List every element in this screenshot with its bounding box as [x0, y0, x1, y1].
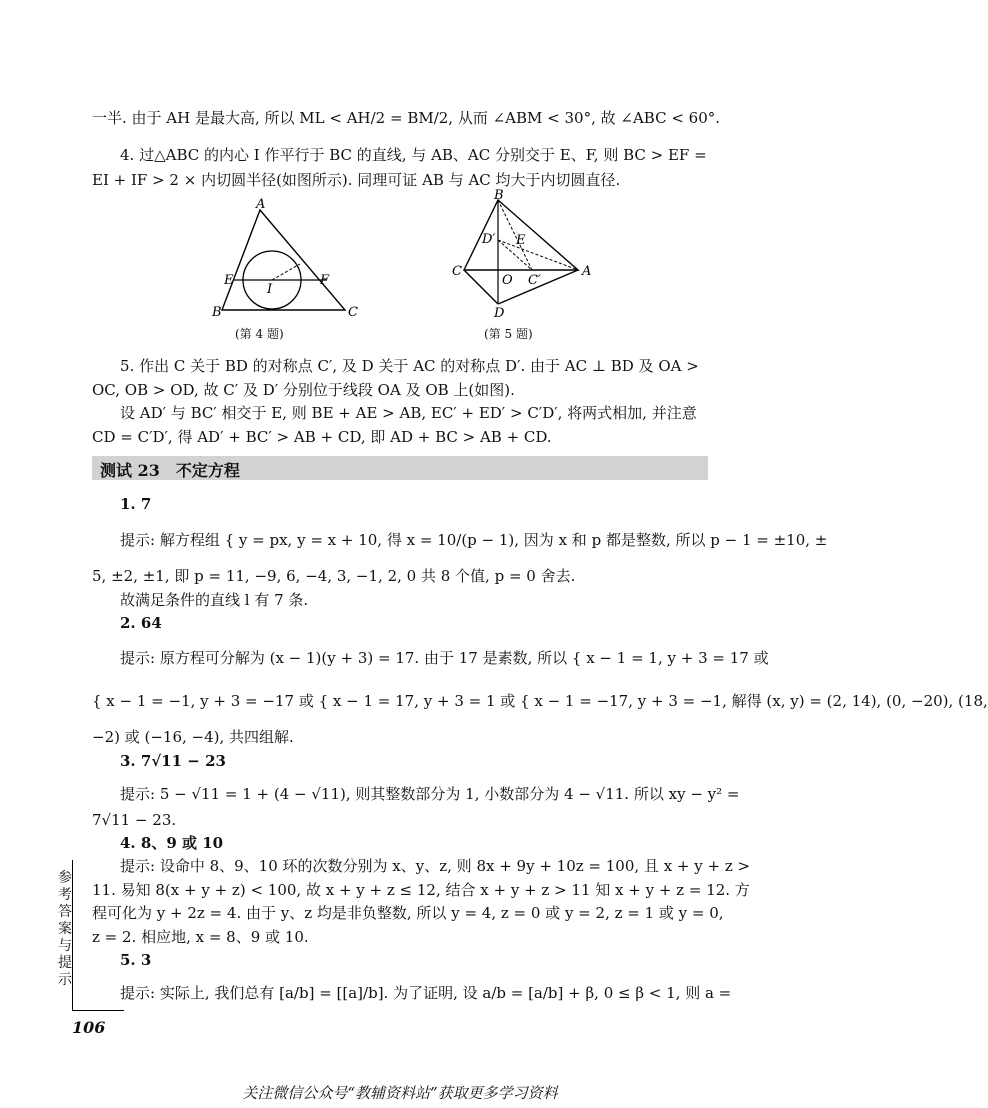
text-line: EI + IF > 2 × 内切圆半径(如图所示). 同理可证 AB 与 AC 均大于内切圆直径.	[92, 171, 621, 189]
label-A: A	[256, 197, 266, 212]
label-E: E	[224, 273, 234, 288]
label-A: A	[582, 264, 592, 279]
text-line: 5. 作出 C 关于 BD 的对称点 C′, 及 D 关于 AC 的对称点 D′. 由于 AC ⊥ BD 及 OA >	[120, 357, 699, 375]
side-label: 参考答案与提示	[58, 870, 72, 988]
text-line: z = 2. 相应地, x = 8、9 或 10.	[92, 928, 309, 946]
text-line: CD = C′D′, 得 AD′ + BC′ > AB + CD, 即 AD + BC > AB + CD.	[92, 428, 552, 446]
text-line: 一半. 由于 AH 是最大高, 所以 ML < AH/2 = BM/2, 从而 ∠ABM < 30°, 故 ∠ABC < 60°.	[92, 109, 721, 127]
page-number-rule	[72, 1010, 124, 1011]
footer-text: 关注微信公众号“教辅资料站”获取更多学习资料	[242, 1084, 558, 1102]
answer-1: 1. 7	[120, 495, 152, 513]
text-line: 4. 过△ABC 的内心 I 作平行于 BC 的直线, 与 AB、AC 分别交于 E、F, 则 BC > EF =	[120, 146, 707, 164]
text-line: −2) 或 (−16, −4), 共四组解.	[92, 728, 294, 746]
hint-line: 提示: 5 − √11 = 1 + (4 − √11), 则其整数部分为 1, 小数部分为 4 − √11. 所以 xy − y² =	[120, 785, 740, 803]
figure-5	[446, 188, 606, 326]
text-line: { x − 1 = −1, y + 3 = −17 或 { x − 1 = 17, y + 3 = 1 或 { x − 1 = −17, y + 3 = −1, 解得 (x, y) = (2, 14), (0, −20), (18,	[92, 692, 988, 710]
section-header	[92, 456, 708, 480]
label-I: I	[267, 282, 273, 297]
label-C: C	[348, 305, 358, 320]
text-line: OC, OB > OD, 故 C′ 及 D′ 分别位于线段 OA 及 OB 上(如图).	[92, 381, 515, 399]
figure-4-caption: (第 4 题)	[235, 327, 284, 341]
label-O: O	[502, 273, 513, 288]
text-line: 7√11 − 23.	[92, 811, 177, 829]
hint-line: 提示: 解方程组 { y = px, y = x + 10, 得 x = 10/(p − 1), 因为 x 和 p 都是整数, 所以 p − 1 = ±10, ±	[120, 531, 828, 549]
answer-3: 3. 7√11 − 23	[120, 752, 226, 770]
hint-line: 提示: 实际上, 我们总有 [a/b] = [[a]/b]. 为了证明, 设 a/b = [a/b] + β, 0 ≤ β < 1, 则 a =	[120, 984, 732, 1002]
label-C: C	[452, 264, 462, 279]
text-line: 5, ±2, ±1, 即 p = 11, −9, 6, −4, 3, −1, 2, 0 共 8 个值, p = 0 舍去.	[92, 567, 576, 585]
label-B: B	[212, 305, 222, 320]
answer-4: 4. 8、9 或 10	[120, 834, 224, 852]
hint-line: 提示: 设命中 8、9、10 环的次数分别为 x、y、z, 则 8x + 9y + 10z = 100, 且 x + y + z >	[120, 857, 751, 875]
figure-4	[200, 196, 360, 324]
label-C-prime: C′	[528, 273, 541, 288]
label-F: F	[320, 273, 330, 288]
text-line: 设 AD′ 与 BC′ 相交于 E, 则 BE + AE > AB, EC′ + ED′ > C′D′, 将两式相加, 并注意	[120, 404, 697, 422]
text-line: 故满足条件的直线 l 有 7 条.	[120, 591, 309, 609]
label-D-prime: D′	[482, 232, 496, 247]
section-title: 测试 23 不定方程	[100, 461, 240, 480]
text-line: 11. 易知 8(x + y + z) < 100, 故 x + y + z ≤ 12, 结合 x + y + z > 11 知 x + y + z = 12. 方	[92, 881, 750, 899]
page-number: 106	[72, 1018, 106, 1037]
side-rule	[72, 860, 73, 1010]
answer-2: 2. 64	[120, 614, 162, 632]
text-line: 程可化为 y + 2z = 4. 由于 y、z 均是非负整数, 所以 y = 4, z = 0 或 y = 2, z = 1 或 y = 0,	[92, 904, 724, 922]
figure-5-caption: (第 5 题)	[484, 327, 533, 341]
label-D: D	[494, 306, 505, 321]
label-B: B	[494, 188, 504, 203]
answer-5: 5. 3	[120, 951, 152, 969]
hint-line: 提示: 原方程可分解为 (x − 1)(y + 3) = 17. 由于 17 是素数, 所以 { x − 1 = 1, y + 3 = 17 或	[120, 649, 769, 667]
label-E: E	[516, 233, 526, 248]
